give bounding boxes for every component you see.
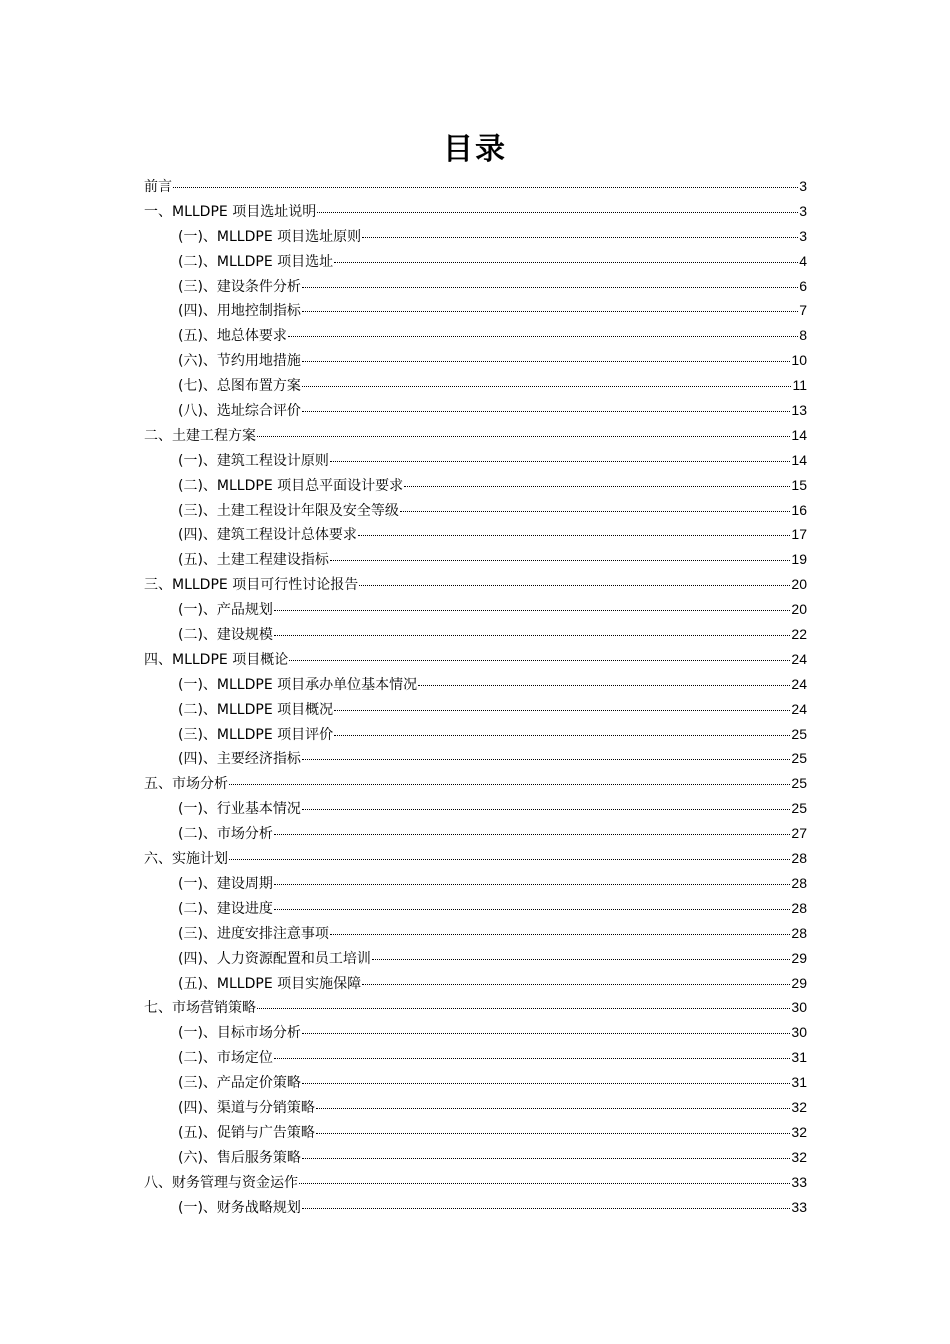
toc-entry-page-number: 6	[799, 277, 807, 294]
toc-entry[interactable]	[144, 398, 807, 423]
toc-entry-page-number: 27	[791, 825, 807, 842]
toc-entry-page-number: 3	[799, 227, 807, 244]
toc-entry-page-number: 7	[799, 302, 807, 319]
toc-dot-leader	[330, 932, 790, 935]
toc-dot-leader	[302, 384, 792, 387]
toc-dot-leader	[302, 409, 790, 412]
toc-dot-leader	[372, 957, 790, 960]
toc-entry-page-number: 15	[791, 476, 807, 493]
toc-entry-page-number: 19	[791, 551, 807, 568]
toc-entry-label: (五)、MLLDPE 项目实施保障	[178, 975, 362, 992]
toc-entry[interactable]	[144, 448, 807, 473]
toc-entry-label: (五)、促销与广告策略	[178, 1124, 315, 1141]
toc-entry-label: (七)、总图布置方案	[178, 378, 301, 395]
toc-dot-leader	[274, 882, 790, 885]
toc-dot-leader	[302, 309, 798, 312]
toc-entry[interactable]	[144, 622, 807, 647]
toc-dot-leader	[302, 359, 790, 362]
toc-entry-label: (一)、建筑工程设计原则	[178, 452, 329, 469]
toc-entry[interactable]	[144, 1045, 807, 1070]
toc-entry-label: (一)、产品规划	[178, 602, 273, 619]
toc-dot-leader	[274, 832, 790, 835]
toc-entry[interactable]	[144, 498, 807, 523]
toc-entry-label: (一)、MLLDPE 项目承办单位基本情况	[178, 676, 418, 693]
toc-entry-label: (八)、选址综合评价	[178, 403, 301, 420]
toc-entry-label: (二)、MLLDPE 项目选址	[178, 253, 334, 270]
toc-entry-label: (一)、MLLDPE 项目选址原则	[178, 228, 362, 245]
toc-entry-page-number: 33	[791, 1173, 807, 1190]
toc-dot-leader	[302, 285, 798, 288]
toc-entry[interactable]	[144, 224, 807, 249]
toc-entry-label: 前言	[144, 179, 172, 195]
toc-entry[interactable]	[144, 771, 807, 796]
toc-entry-page-number: 31	[791, 1074, 807, 1091]
toc-entry-page-number: 22	[791, 626, 807, 643]
toc-dot-leader	[316, 1131, 790, 1134]
toc-dot-leader	[362, 982, 790, 985]
toc-entry[interactable]	[144, 846, 807, 871]
toc-dot-leader	[302, 1206, 790, 1209]
toc-entry-page-number: 25	[791, 775, 807, 792]
toc-dot-leader	[289, 658, 790, 661]
toc-entry[interactable]	[144, 597, 807, 622]
toc-entry-label: 六、实施计划	[144, 851, 228, 868]
toc-entry[interactable]	[144, 1095, 807, 1120]
toc-entry[interactable]	[144, 323, 807, 348]
toc-entry[interactable]	[144, 871, 807, 896]
toc-entry-page-number: 29	[791, 974, 807, 991]
toc-dot-leader	[359, 583, 790, 586]
toc-entry-label: 五、市场分析	[144, 776, 228, 793]
toc-entry-page-number: 13	[791, 402, 807, 419]
toc-entry[interactable]	[144, 697, 807, 722]
toc-entry[interactable]	[144, 274, 807, 299]
toc-dot-leader	[317, 210, 798, 213]
toc-entry-label: (二)、建设进度	[178, 900, 273, 917]
toc-dot-leader	[299, 1181, 790, 1184]
toc-entry-page-number: 32	[791, 1098, 807, 1115]
toc-entry-label: (三)、进度安排注意事项	[178, 925, 329, 942]
toc-dot-leader	[302, 757, 790, 760]
toc-entry-label: (三)、MLLDPE 项目评价	[178, 726, 334, 743]
toc-entry-label: (一)、目标市场分析	[178, 1025, 301, 1042]
toc-entry-label: (六)、节约用地措施	[178, 353, 301, 370]
toc-entry[interactable]	[144, 547, 807, 572]
toc-entry-page-number: 28	[791, 899, 807, 916]
toc-entry-label: (六)、售后服务策略	[178, 1149, 301, 1166]
toc-entry-label: (一)、行业基本情况	[178, 801, 301, 818]
toc-entry[interactable]	[144, 995, 807, 1020]
toc-dot-leader	[257, 1006, 790, 1009]
toc-entry[interactable]	[144, 746, 807, 771]
toc-entry-page-number: 10	[791, 352, 807, 369]
toc-dot-leader	[274, 608, 790, 611]
toc-dot-leader	[334, 733, 790, 736]
toc-entry[interactable]	[144, 1145, 807, 1170]
toc-dot-leader	[274, 907, 790, 910]
toc-entry-label: (四)、人力资源配置和员工培训	[178, 950, 371, 967]
toc-entry[interactable]	[144, 946, 807, 971]
toc-entry[interactable]	[144, 1120, 807, 1145]
toc-entry-page-number: 28	[791, 850, 807, 867]
toc-entry-label: (四)、建筑工程设计总体要求	[178, 527, 357, 544]
toc-dot-leader	[302, 1081, 790, 1084]
toc-entry-label: 一、MLLDPE 项目选址说明	[144, 203, 317, 220]
toc-dot-leader	[257, 434, 790, 437]
toc-entry-label: (三)、土建工程设计年限及安全等级	[178, 502, 399, 519]
toc-entry-page-number: 24	[791, 700, 807, 717]
toc-entry-label: 三、MLLDPE 项目可行性讨论报告	[144, 577, 359, 594]
toc-entry-label: (一)、建设周期	[178, 875, 273, 892]
toc-dot-leader	[288, 334, 798, 337]
toc-entry-label: (五)、土建工程建设指标	[178, 552, 329, 569]
toc-entry[interactable]	[144, 1195, 807, 1220]
toc-entry-page-number: 11	[792, 377, 807, 394]
toc-dot-leader	[334, 260, 798, 263]
toc-dot-leader	[358, 533, 790, 536]
toc-entry[interactable]	[144, 821, 807, 846]
toc-entry-page-number: 20	[791, 576, 807, 593]
toc-entry-label: (四)、渠道与分销策略	[178, 1099, 315, 1116]
toc-entry[interactable]	[144, 473, 807, 498]
toc-entry[interactable]	[144, 896, 807, 921]
toc-entry-label: (二)、MLLDPE 项目概况	[178, 701, 334, 718]
toc-entry-page-number: 31	[791, 1049, 807, 1066]
toc-entry-page-number: 33	[791, 1198, 807, 1215]
toc-entry[interactable]	[144, 647, 807, 672]
toc-entry-page-number: 30	[791, 1024, 807, 1041]
toc-entry-page-number: 32	[791, 1123, 807, 1140]
toc-entry[interactable]	[144, 1070, 807, 1095]
toc-entry-page-number: 14	[791, 451, 807, 468]
toc-dot-leader	[302, 807, 790, 810]
toc-entry-page-number: 14	[791, 426, 807, 443]
toc-entry-label: (五)、地总体要求	[178, 328, 287, 345]
toc-entry[interactable]	[144, 796, 807, 821]
toc-entry[interactable]	[144, 199, 807, 224]
toc-entry-page-number: 3	[799, 202, 807, 219]
toc-entry-page-number: 8	[799, 327, 807, 344]
toc-entry-page-number: 4	[799, 252, 807, 269]
toc-entry[interactable]	[144, 174, 807, 199]
toc-entry-label: 八、财务管理与资金运作	[144, 1174, 298, 1191]
toc-dot-leader	[302, 1156, 790, 1159]
toc-entry-page-number: 3	[799, 178, 807, 194]
toc-dot-leader	[274, 1056, 790, 1059]
toc-entry-label: (二)、市场定位	[178, 1050, 273, 1067]
toc-entry[interactable]	[144, 971, 807, 996]
toc-list	[144, 174, 807, 1219]
toc-title: 目录	[443, 132, 507, 167]
toc-entry[interactable]	[144, 423, 807, 448]
toc-entry-page-number: 24	[791, 675, 807, 692]
toc-dot-leader	[302, 1031, 790, 1034]
toc-dot-leader	[173, 185, 798, 188]
toc-entry-page-number: 25	[791, 800, 807, 817]
toc-entry-label: (四)、用地控制指标	[178, 303, 301, 320]
toc-entry[interactable]	[144, 572, 807, 597]
toc-entry-page-number: 28	[791, 924, 807, 941]
toc-dot-leader	[330, 459, 790, 462]
toc-entry[interactable]	[144, 1170, 807, 1195]
toc-entry[interactable]	[144, 722, 807, 747]
toc-entry-label: (一)、财务战略规划	[178, 1199, 301, 1216]
toc-dot-leader	[316, 1106, 790, 1109]
toc-dot-leader	[334, 708, 790, 711]
toc-entry-label: 二、土建工程方案	[144, 427, 256, 444]
toc-entry-label: (二)、建设规模	[178, 627, 273, 644]
toc-entry[interactable]	[144, 348, 807, 373]
toc-dot-leader	[274, 633, 790, 636]
toc-entry[interactable]	[144, 672, 807, 697]
toc-dot-leader	[400, 509, 790, 512]
toc-entry-page-number: 25	[791, 750, 807, 767]
toc-entry[interactable]	[144, 373, 807, 398]
toc-entry-page-number: 30	[791, 999, 807, 1016]
toc-entry-page-number: 28	[791, 874, 807, 891]
toc-entry-label: (四)、主要经济指标	[178, 751, 301, 768]
toc-entry-page-number: 16	[791, 501, 807, 518]
toc-entry-page-number: 24	[791, 650, 807, 667]
toc-entry-page-number: 29	[791, 949, 807, 966]
toc-entry-label: (三)、建设条件分析	[178, 278, 301, 295]
toc-entry[interactable]	[144, 522, 807, 547]
toc-entry-label: (二)、MLLDPE 项目总平面设计要求	[178, 477, 404, 494]
toc-entry-page-number: 20	[791, 601, 807, 618]
toc-dot-leader	[404, 484, 790, 487]
toc-entry[interactable]	[144, 1020, 807, 1045]
toc-entry-label: 四、MLLDPE 项目概论	[144, 651, 289, 668]
toc-dot-leader	[229, 857, 790, 860]
toc-entry-page-number: 32	[791, 1148, 807, 1165]
toc-entry-label: (三)、产品定价策略	[178, 1075, 301, 1092]
toc-entry-page-number: 25	[791, 725, 807, 742]
toc-entry-label: (二)、市场分析	[178, 826, 273, 843]
toc-entry[interactable]	[144, 298, 807, 323]
toc-dot-leader	[362, 235, 798, 238]
toc-entry[interactable]	[144, 249, 807, 274]
toc-entry-page-number: 17	[791, 526, 807, 543]
toc-dot-leader	[330, 558, 790, 561]
toc-entry[interactable]	[144, 921, 807, 946]
toc-dot-leader	[418, 683, 790, 686]
toc-dot-leader	[229, 782, 790, 785]
toc-entry-label: 七、市场营销策略	[144, 1000, 256, 1017]
